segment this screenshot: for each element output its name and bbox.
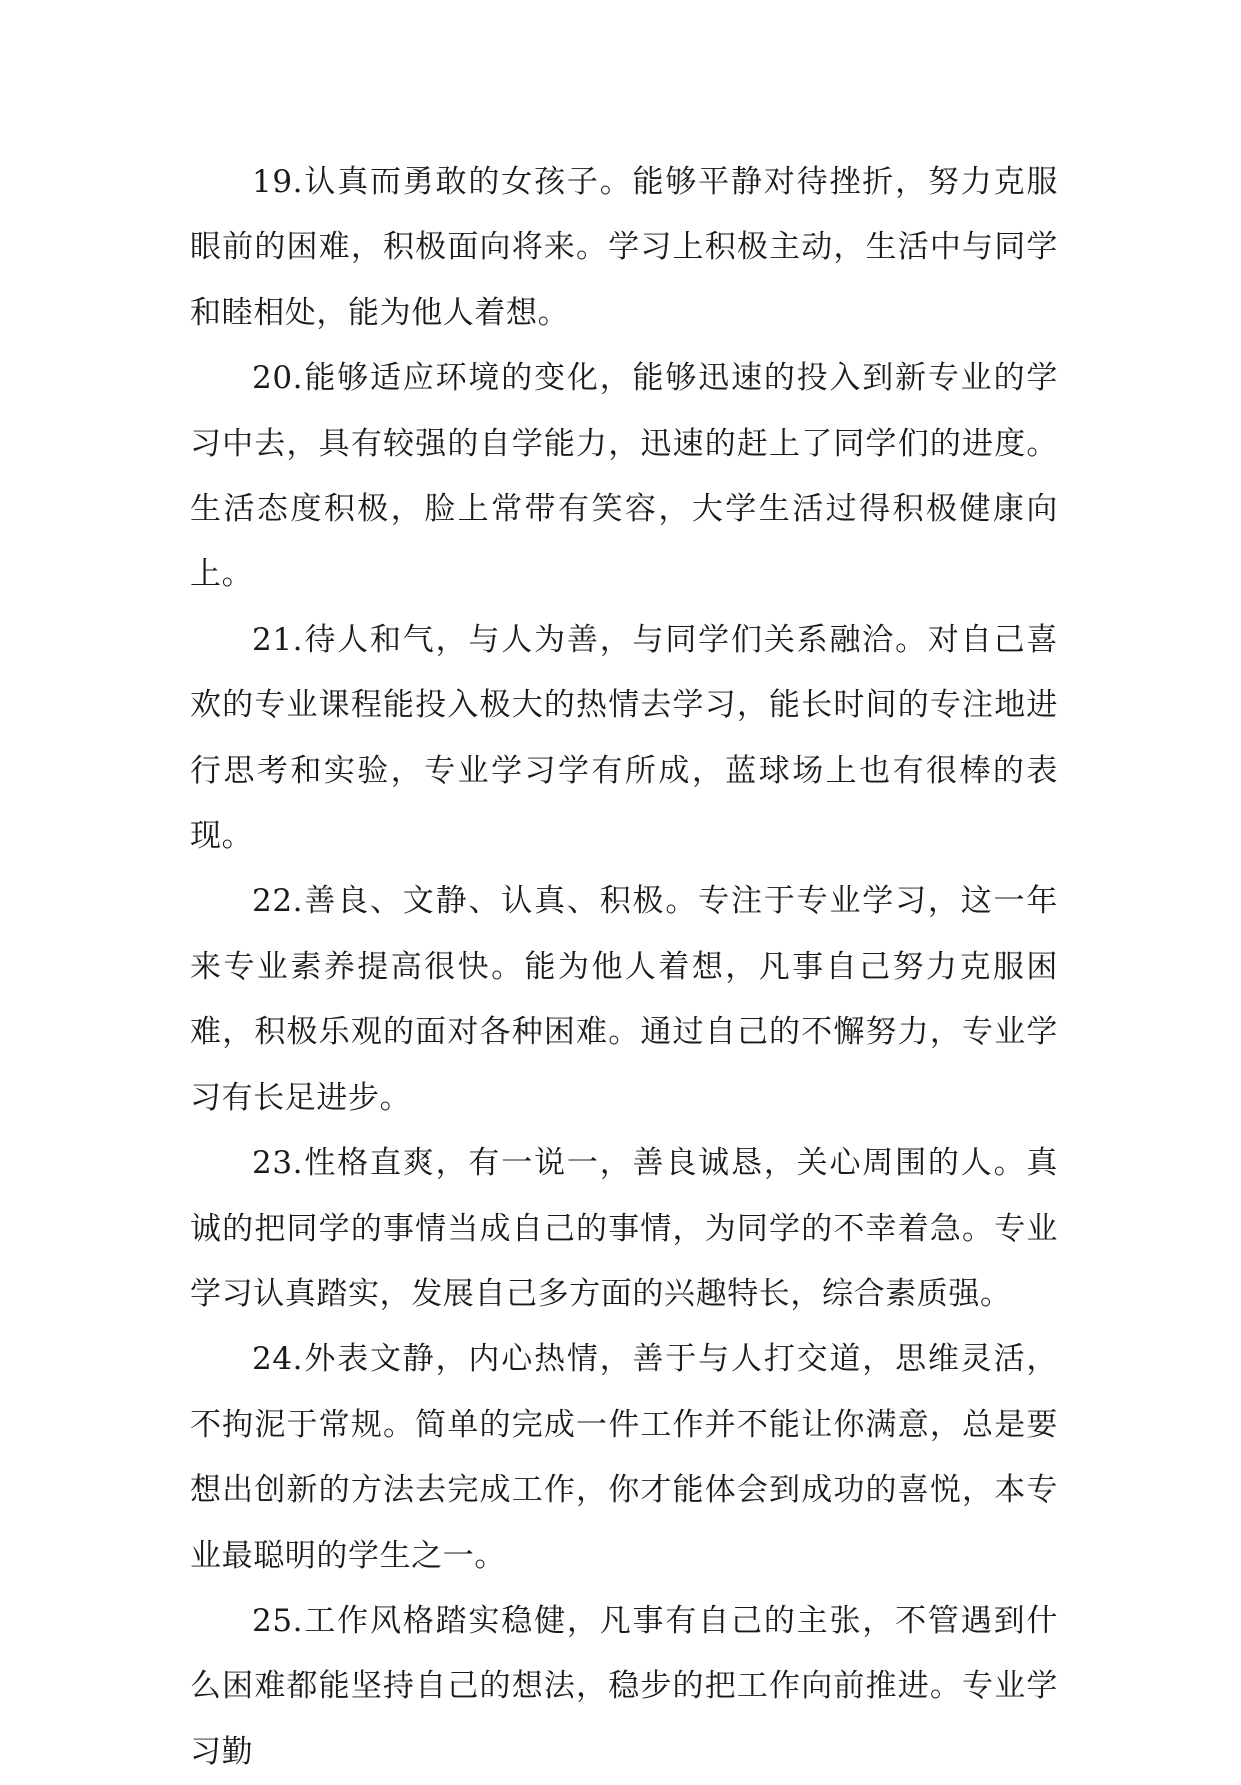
comment-paragraph-20: 20.能够适应环境的变化，能够迅速的投入到新专业的学习中去，具有较强的自学能力，迅速的赶上了同学们的进度。生活态度积极，脸上常带有笑容，大学生活过得积极健康向上。 <box>190 360 1058 593</box>
comment-paragraph-25: 25.工作风格踏实稳健，凡事有自己的主张，不管遇到什么困难都能坚持自己的想法，稳步的把工作向前推进。专业学习勤 <box>190 1602 1058 1770</box>
document-body <box>190 150 1058 1785</box>
comment-paragraph-23: 23.性格直爽，有一说一，善良诚恳，关心周围的人。真诚的把同学的事情当成自己的事情，为同学的不幸着急。专业学习认真踏实，发展自己多方面的兴趣特长，综合素质强。 <box>190 1145 1058 1312</box>
comment-paragraph-21: 21.待人和气，与人为善，与同学们关系融洽。对自己喜欢的专业课程能投入极大的热情去学习，能长时间的专注地进行思考和实验，专业学习学有所成，蓝球场上也有很棒的表现。 <box>190 621 1058 855</box>
comment-paragraph-22: 22.善良、文静、认真、积极。专注于专业学习，这一年来专业素养提高很快。能为他人着想，凡事自己努力克服困难，积极乐观的面对各种困难。通过自己的不懈努力，专业学习有长足进步。 <box>190 883 1058 1116</box>
comment-paragraph-24: 24.外表文静，内心热情，善于与人打交道，思维灵活，不拘泥于常规。简单的完成一件工作并不能让你满意，总是要想出创新的方法去完成工作，你才能体会到成功的喜悦，本专业最聪明的学生之一。 <box>190 1341 1058 1574</box>
comment-paragraph-19: 19.认真而勇敢的女孩子。能够平静对待挫折，努力克服眼前的困难，积极面向将来。学习上积极主动，生活中与同学和睦相处，能为他人着想。 <box>190 164 1058 331</box>
